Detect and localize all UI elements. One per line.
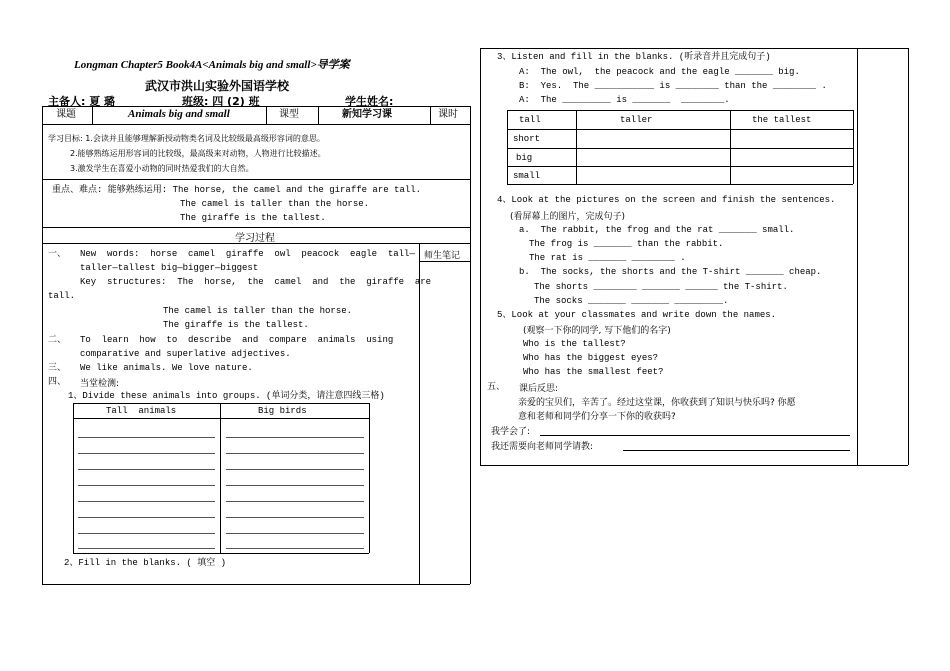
key-point-3: The giraffe is the tallest.	[180, 213, 326, 223]
key-structures-line-3: The camel is taller than the horse.	[163, 306, 353, 316]
writing-line[interactable]	[226, 548, 364, 549]
period-label: 课时	[438, 109, 458, 120]
table-header-tallest: the tallest	[752, 115, 812, 125]
writing-line[interactable]	[78, 485, 215, 486]
new-words-line-1: New words: horse camel giraffe owl peacock eagle tall—	[80, 249, 415, 259]
table-row-big: big	[516, 153, 533, 163]
learned-label: 我学会了:	[491, 427, 531, 437]
school-name: 武汉市洪山实验外国语学校	[145, 79, 290, 93]
writing-line[interactable]	[78, 469, 215, 470]
ask-label: 我还需要向老师同学请教:	[491, 442, 594, 452]
writing-line[interactable]	[226, 469, 364, 470]
type-value: 新知学习课	[342, 109, 392, 120]
question-4-b1: b. The socks, the shorts and the T-shirt _______ cheap.	[519, 267, 822, 277]
writing-line[interactable]	[226, 437, 364, 438]
check-title: 当堂检测:	[80, 379, 120, 389]
question-4-a2: The frog is _______ than the rabbit.	[529, 239, 724, 249]
new-words-line-2: taller—tallest big—bigger—biggest	[80, 263, 259, 273]
reflection-title: 课后反思:	[519, 384, 559, 394]
key-structures-line-1: Key structures: The horse, the camel and the giraffe are	[80, 277, 432, 287]
preparer: 主备人: 夏 璐	[48, 95, 116, 108]
writing-line[interactable]	[78, 548, 215, 549]
key-point-1: 重点、难点: 能够熟练运用: The horse, the camel and the giraffe are tall.	[52, 185, 422, 195]
ask-answer-line[interactable]	[623, 450, 850, 451]
key-structures-line-2: tall.	[48, 291, 76, 301]
goal-line-2: comparative and superlative adjectives.	[80, 349, 291, 359]
key-structures-line-4: The giraffe is the tallest.	[163, 320, 309, 330]
learned-answer-line[interactable]	[540, 435, 850, 436]
question-5-q1: Who is the tallest?	[523, 339, 626, 349]
writing-line[interactable]	[226, 501, 364, 502]
writing-line[interactable]	[226, 533, 364, 534]
question-4-subtitle: (看屏幕上的图片，完成句子)	[510, 212, 626, 222]
writing-line[interactable]	[78, 453, 215, 454]
reflection-line-1: 亲爱的宝贝们，辛苦了。经过这堂课，你收获到了知识与快乐吗? 你愿	[518, 398, 796, 408]
doc-title: Longman Chapter5 Book4A<Animals big and small>导学案	[74, 59, 350, 71]
class-label: 班级: 四 (2) 班	[182, 95, 260, 108]
reflection-line-2: 意和老师和同学们分享一下你的收获吗?	[518, 412, 676, 422]
tall-animals-header: Tall animals	[106, 406, 177, 416]
right-box-top	[480, 48, 908, 49]
section-5-number: 五、	[487, 382, 506, 392]
key-point-2: The camel is taller than the horse.	[180, 199, 370, 209]
question-3-a: A: The owl, the peacock and the eagle _______ big.	[519, 67, 800, 77]
objective-3: 3.激发学生在喜爱小动物的同时热爱我们的大自然。	[70, 164, 254, 173]
big-birds-header: Big birds	[258, 406, 307, 416]
question-3-title: 3、Listen and fill in the blanks. (听录音并且完成句子)	[497, 52, 771, 62]
notes-column-line	[419, 243, 420, 584]
box-bottom-line	[42, 584, 470, 585]
writing-line[interactable]	[78, 533, 215, 534]
question-3-b: B: Yes. The ___________ is ________ than the ________ .	[519, 81, 827, 91]
writing-line[interactable]	[226, 517, 364, 518]
box-left-line	[42, 106, 43, 584]
box-top-line	[42, 106, 470, 107]
table-row-small: small	[513, 171, 541, 181]
writing-line[interactable]	[78, 501, 215, 502]
question-5-q3: Who has the smallest feet?	[523, 367, 664, 377]
box-right-line	[470, 106, 471, 584]
topic-value: Animals big and small	[128, 108, 230, 120]
nature-line: We like animals. We love nature.	[80, 363, 253, 373]
objective-1: 学习目标: 1.会读并且能够理解新授动物类名词及比较级最高级形容词的意思。	[48, 134, 325, 143]
process-title: 学习过程	[235, 233, 275, 244]
section-1-number: 一、	[48, 249, 67, 259]
notes-label: 师生笔记	[424, 251, 461, 261]
question-5-subtitle: (观察一下你的同学, 写下他们的名字)	[523, 326, 671, 336]
goal-line-1: To learn how to describe and compare animals using	[80, 335, 394, 345]
writing-line[interactable]	[78, 437, 215, 438]
right-notes-column-line	[857, 48, 858, 465]
question-4-title: 4、Look at the pictures on the screen and finish the sentences.	[497, 195, 836, 205]
question-4-b3: The socks _______ _______ _________.	[534, 296, 729, 306]
section-2-number: 二、	[48, 335, 67, 345]
writing-line[interactable]	[226, 453, 364, 454]
writing-line[interactable]	[226, 485, 364, 486]
question-5-q2: Who has the biggest eyes?	[523, 353, 659, 363]
topic-label: 课题	[56, 109, 76, 120]
writing-line[interactable]	[78, 517, 215, 518]
question-4-a1: a. The rabbit, the frog and the rat _______ small.	[519, 225, 795, 235]
section-3-number: 三、	[48, 363, 67, 373]
question-1: 1、Divide these animals into groups. (单词分类，请注意四线三格)	[68, 391, 385, 401]
right-box-bottom	[480, 465, 908, 466]
objective-2: 2.能够熟练运用形容词的比较级，最高级来对动物，人物进行比较描述。	[70, 149, 326, 158]
table-header-tall: tall	[519, 115, 541, 125]
question-4-a3: The rat is _______ ________ .	[529, 253, 686, 263]
question-4-b2: The shorts ________ _______ ______ the T-shirt.	[534, 282, 788, 292]
type-label: 课型	[279, 109, 299, 120]
student-name-label: 学生姓名:	[345, 95, 394, 108]
question-2: 2、Fill in the blanks. ( 填空 )	[64, 558, 227, 568]
table-header-taller: taller	[620, 115, 653, 125]
question-3-c: A: The _________ is _______ ________.	[519, 95, 730, 105]
table-row-short: short	[513, 134, 541, 144]
section-4-number: 四、	[48, 377, 67, 387]
question-5-title: 5、Look at your classmates and write down the names.	[497, 310, 777, 320]
